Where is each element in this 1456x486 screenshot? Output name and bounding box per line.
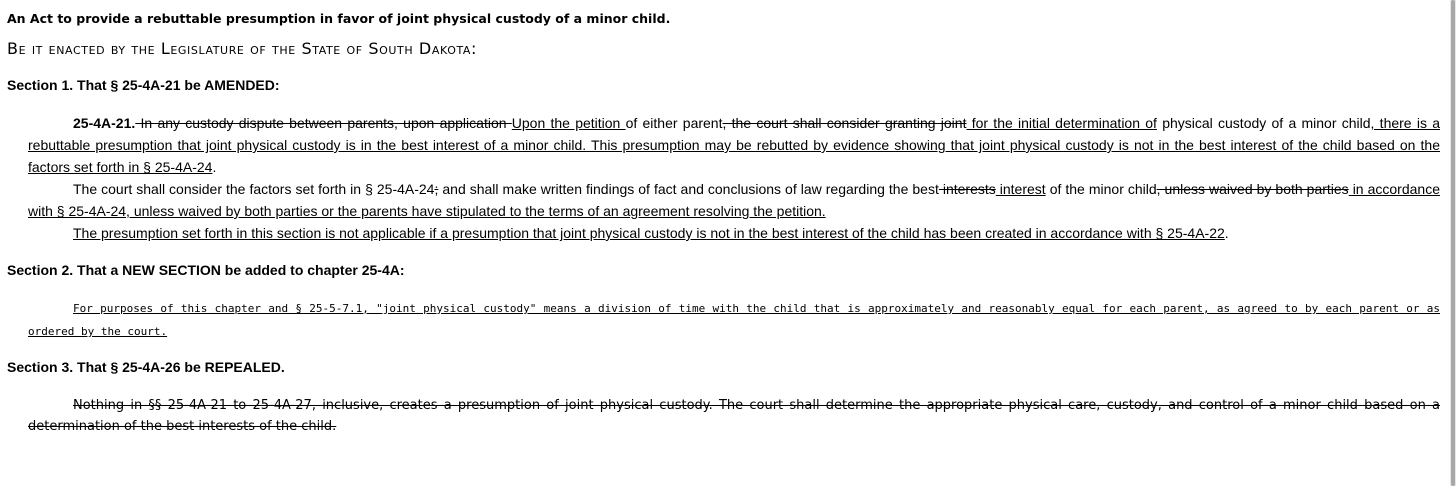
added-text: in accordance with § 25-4A-24, unless waived by both parties or the parents have stipulated to the terms of an agreement resolving the petition.: [28, 181, 1440, 219]
section-1-paragraph-2: [28, 178, 1440, 222]
struck-text: , unless waived by both parties: [1156, 181, 1349, 197]
unchanged-text: of either parent: [625, 115, 723, 131]
section-3-paragraph: [28, 395, 1440, 437]
struck-text: , the court shall consider granting joint: [722, 115, 967, 131]
section-1-paragraph-1: [28, 112, 1440, 178]
struck-text: interests: [938, 181, 996, 197]
section-3-heading: Section 3. That § 25-4A-26 be REPEALED.: [7, 359, 285, 375]
unchanged-text: physical custody of a minor child: [1156, 115, 1371, 131]
vertical-scrollbar[interactable]: [1450, 0, 1456, 486]
unchanged-text: .: [212, 159, 217, 175]
enacting-clause: Be it enacted by the Legislature of the State of South Dakota:: [7, 39, 478, 58]
added-text: The presumption set forth in this section is not applicable if a presumption that joint physical custody is not in the best interest of the child has been created in accordance with § 25-4A-22: [73, 225, 1225, 241]
scrollbar-thumb[interactable]: [1451, 0, 1455, 486]
added-text: for the initial determination of: [966, 115, 1157, 131]
struck-text: Nothing in §§ 25-4A-21 to 25-4A-27, inclusive, creates a presumption of joint physical custody. The court shall determine the appropriate physical care, custody, and control of a minor child based on a determination of the best interests of the child.: [28, 398, 1440, 434]
added-text: , there is a rebuttable presumption that joint physical custody is in the best interest of a minor child. This presumption may be rebutted by evidence showing that joint physical custody is not in the best interest of the child based on the factors set forth in § 25-4A-24: [28, 115, 1440, 175]
bill-title: An Act to provide a rebuttable presumption in favor of joint physical custody of a minor child.: [7, 11, 671, 26]
added-text: Upon the petition: [511, 115, 626, 131]
struck-text: In any custody dispute between parents, upon application: [135, 115, 512, 131]
statute-label: 25-4A-21.: [73, 115, 136, 131]
section-2-paragraph: [28, 297, 1440, 343]
added-text: interest: [995, 181, 1046, 197]
unchanged-text: The court shall consider the factors set forth in § 25-4A-24: [73, 181, 435, 197]
added-text: For purposes of this chapter and § 25-5-7.1, "joint physical custody" means a division of time with the child that is approximately and reasonably equal for each parent, as agreed to by each parent or as ordered by the court.: [28, 302, 1440, 338]
unchanged-text: and shall make written findings of fact and conclusions of law regarding the best: [438, 181, 939, 197]
section-2-heading: Section 2. That a NEW SECTION be added to chapter 25-4A:: [7, 262, 405, 278]
section-1-heading: Section 1. That § 25-4A-21 be AMENDED:: [7, 77, 280, 93]
unchanged-text: .: [1224, 225, 1229, 241]
struck-text: ;: [434, 181, 439, 197]
unchanged-text: of the minor child: [1045, 181, 1157, 197]
section-1-paragraph-3: [28, 222, 1440, 244]
